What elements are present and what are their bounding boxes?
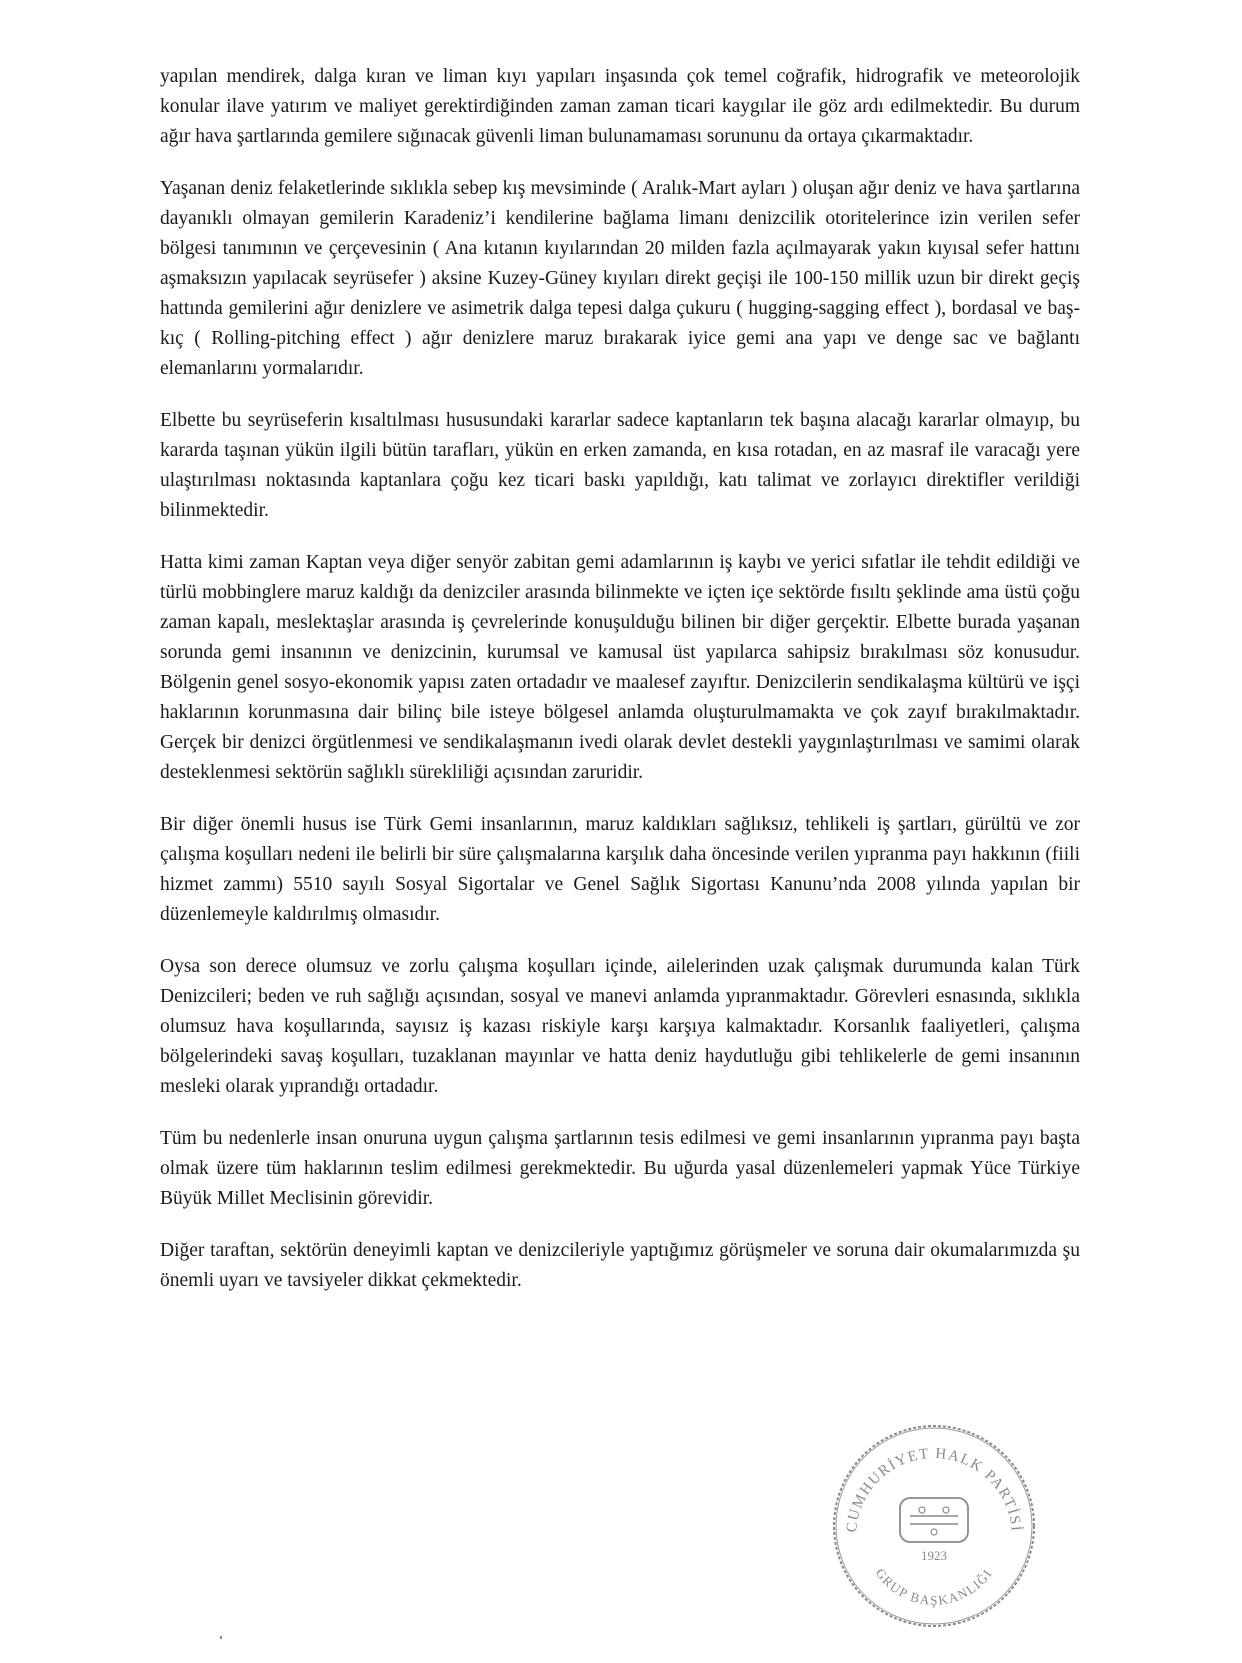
stamp-year: 1923	[921, 1548, 947, 1563]
stamp-seal-icon	[826, 1418, 1042, 1634]
party-stamp	[826, 1418, 1042, 1634]
stamp-bottom-text: GRUP BAŞKANLIĞI	[872, 1565, 996, 1608]
paragraph-5: Bir diğer önemli husus ise Türk Gemi insanlarının, maruz kaldıkları sağlıksız, tehlikeli iş şartları, gürültü ve zor çalışma koşulları nedeni ile belirli bir süre çalışmalarına karşılık daha öncesinde verilen yıpranma payı hakkının (fiili hizmet zammı) 5510 sayılı Sosyal Sigortalar ve Genel Sağlık Sigortası Kanunu’nda 2008 yılında yapılan bir düzenlemeyle kaldırılmış olmasıdır.	[160, 814, 1080, 925]
paragraph-2: Yaşanan deniz felaketlerinde sıklıkla sebep kış mevsiminde ( Aralık-Mart ayları ) oluşan ağır deniz ve hava şartlarına dayanıklı olmayan gemilerin Karadeniz’i kendilerine bağlama limanı denizcilik otoritelerince izin verilen sefer bölgesi tanımının ve çerçevesinin ( Ana kıtanın kıyılarından 20 milden fazla açılmayarak yakın kıyısal sefer hattını aşmaksızın yapılacak seyrüsefer ) aksine Kuzey-Güney kıyıları direkt geçişi ile 100-150 millik uzun bir direkt geçiş hattında gemilerini ağır denizlere ve asimetrik dalga tepesi dalga çukuru ( hugging-sagging effect ), bordasal ve baş-kıç ( Rolling-pitching effect ) ağır denizlere maruz bırakarak iyice gemi ana yapı ve denge sac ve bağlantı elemanlarını yormalarıdır.	[160, 178, 1080, 379]
paragraph-6: Oysa son derece olumsuz ve zorlu çalışma koşulları içinde, ailelerinden uzak çalışmak durumunda kalan Türk Denizcileri; beden ve ruh sağlığı açısından, sosyal ve manevi anlamda yıpranmaktadır. Görevleri esnasında, sıklıkla olumsuz hava koşullarında, sayısız iş kazası riskiyle karşı karşıya kalmaktadır. Korsanlık faaliyetleri, çalışma bölgelerindeki savaş koşulları, tuzaklanan mayınlar ve hatta deniz haydutluğu gibi tehlikelerle de gemi insanının mesleki olarak yıprandığı ortadadır.	[160, 956, 1080, 1097]
svg-text:CUMHURİYET HALK PARTİSİ	[844, 1446, 1024, 1533]
paragraph-8: Diğer taraftan, sektörün deneyimli kaptan ve denizcileriyle yaptığımız görüşmeler ve soruna dair okumalarımızda şu önemli uyarı ve tavsiyeler dikkat çekmektedir.	[160, 1240, 1080, 1291]
paragraph-3: Elbette bu seyrüseferin kısaltılması hususundaki kararlar sadece kaptanların tek başına alacağı kararlar olmayıp, bu kararda taşınan yükün ilgili bütün tarafları, yükün en erken zamanda, en kısa rotadan, en az masraf ile varacağı yere ulaştırılması noktasında kaptanlara çoğu kez ticari baskı yapıldığı, katı talimat ve zorlayıcı direktifler verildiği bilinmektedir.	[160, 410, 1080, 521]
paragraph-7: Tüm bu nedenlerle insan onuruna uygun çalışma şartlarının tesis edilmesi ve gemi insanlarının yıpranma payı başta olmak üzere tüm haklarının teslim edilmesi gerekmektedir. Bu uğurda yasal düzenlemeleri yapmak Yüce Türkiye Büyük Millet Meclisinin görevidir.	[160, 1128, 1080, 1209]
six-arrows-emblem	[900, 1498, 968, 1542]
stamp-outer-text: CUMHURİYET HALK PARTİSİ	[843, 1445, 1024, 1534]
paragraph-4: Hatta kimi zaman Kaptan veya diğer senyör zabitan gemi adamlarının iş kaybı ve yerici sıfatlar ile tehdit edildiği ve türlü mobbinglere maruz kaldığı da denizciler arasında bilinmekte ve içten içe sektörde fısıltı şeklinde ama üstü çoğu zaman kapalı, meslektaşlar arasında iş çevrelerinde konuşulduğu bilinen bir diğer gerçektir. Elbette burada yaşanan sorunda gemi insanının ve denizcinin, kurumsal ve kamusal üst yapılarca sahipsiz bırakılması söz konusudur. Bölgenin genel sosyo-ekonomik yapısı zaten ortadadır ve maalesef zayıftır. Denizcilerin sendikalaşma kültürü ve işçi haklarının korunmasına dair bilinç bile isteye bölgesel anlamda oluşturulmamakta ve çok zayıf bırakılmaktadır. Gerçek bir denizci örgütlenmesi ve sendikalaşmanın ivedi olarak devlet destekli yaygınlaştırılması ve samimi olarak desteklenmesi sektörün sağlıklı sürekliliği açısından zaruridir.	[160, 552, 1080, 783]
document-body	[160, 62, 1080, 1318]
svg-text:GRUP BAŞKANLIĞI	[873, 1566, 996, 1608]
paragraph-1: yapılan mendirek, dalga kıran ve liman kıyı yapıları inşasında çok temel coğrafik, hidrografik ve meteorolojik konular ilave yatırım ve maliyet gerektirdiğinden zaman zaman ticari kaygılar ile göz ardı edilmektedir. Bu durum ağır hava şartlarında gemilere sığınacak güvenli liman bulunamaması sorununu da ortaya çıkarmaktadır.	[160, 66, 1080, 147]
scan-speck	[220, 1636, 222, 1639]
